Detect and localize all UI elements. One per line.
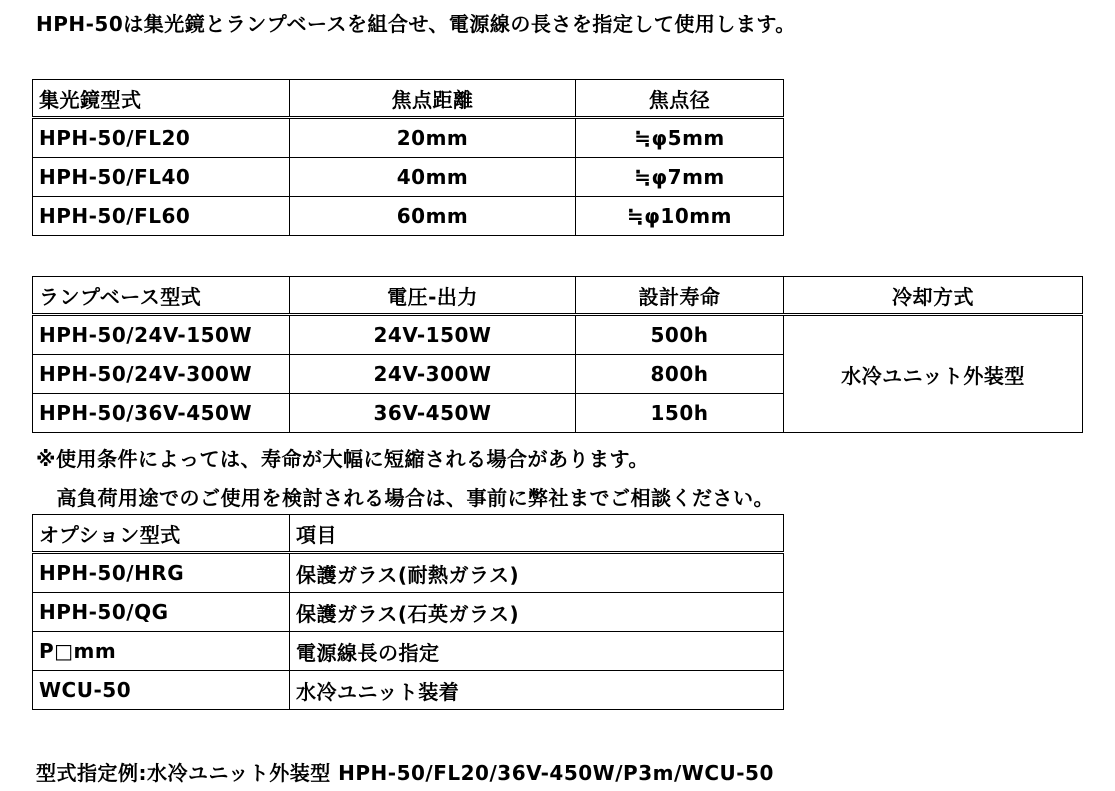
header-cell: ランプベース型式 [33, 277, 290, 315]
table-cell: 保護ガラス(耐熱ガラス) [290, 553, 784, 593]
lamp-base-table [32, 276, 1083, 433]
header-cell: 焦点径 [576, 80, 784, 118]
table-cell: ≒φ10mm [576, 197, 784, 236]
table-cell: ≒φ5mm [576, 118, 784, 158]
table-cell: HPH-50/36V-450W [33, 394, 290, 433]
header-cell: 集光鏡型式 [33, 80, 290, 118]
table-header-row [33, 277, 1083, 315]
table-cell: 150h [576, 394, 784, 433]
table-cell: 60mm [290, 197, 576, 236]
table-cell: 800h [576, 355, 784, 394]
table-cell: HPH-50/24V-300W [33, 355, 290, 394]
header-cell: 冷却方式 [784, 277, 1083, 315]
table-row [33, 158, 784, 197]
table-cell: HPH-50/QG [33, 593, 290, 632]
header-cell: 焦点距離 [290, 80, 576, 118]
table-cell: 24V-150W [290, 315, 576, 355]
table-cell: HPH-50/24V-150W [33, 315, 290, 355]
table-cell: HPH-50/FL20 [33, 118, 290, 158]
table-row [33, 197, 784, 236]
table-row [33, 593, 784, 632]
table-cell: 24V-300W [290, 355, 576, 394]
table-cell: 500h [576, 315, 784, 355]
table-cell: 20mm [290, 118, 576, 158]
model-example-text: 型式指定例:水冷ユニット外装型 HPH-50/FL20/36V-450W/P3m/WCU-50 [36, 761, 774, 785]
table-row [33, 553, 784, 593]
option-table [32, 514, 784, 710]
table-cell: 水冷ユニット装着 [290, 671, 784, 710]
header-cell: 項目 [290, 515, 784, 553]
table-row [33, 315, 1083, 355]
table-header-row [33, 80, 784, 118]
table-cell: HPH-50/FL60 [33, 197, 290, 236]
header-cell: オプション型式 [33, 515, 290, 553]
intro-text: HPH-50は集光鏡とランプベースを組合せ、電源線の長さを指定して使用します。 [36, 12, 796, 36]
header-cell: 設計寿命 [576, 277, 784, 315]
note-line: 高負荷用途でのご使用を検討される場合は、事前に弊社までご相談ください。 [36, 486, 774, 510]
table-row [33, 118, 784, 158]
table-cell: P□mm [33, 632, 290, 671]
table-row [33, 632, 784, 671]
table-cell: HPH-50/FL40 [33, 158, 290, 197]
cooling-cell: 水冷ユニット外装型 [784, 315, 1083, 433]
table-cell: 36V-450W [290, 394, 576, 433]
table-cell: HPH-50/HRG [33, 553, 290, 593]
header-cell: 電圧-出力 [290, 277, 576, 315]
table-header-row [33, 515, 784, 553]
note-line: ※使用条件によっては、寿命が大幅に短縮される場合があります。 [36, 447, 649, 471]
table-cell: 40mm [290, 158, 576, 197]
table-row [33, 671, 784, 710]
mirror-table [32, 79, 784, 236]
table-cell: WCU-50 [33, 671, 290, 710]
table-cell: 保護ガラス(石英ガラス) [290, 593, 784, 632]
table-cell: 電源線長の指定 [290, 632, 784, 671]
table-cell: ≒φ7mm [576, 158, 784, 197]
